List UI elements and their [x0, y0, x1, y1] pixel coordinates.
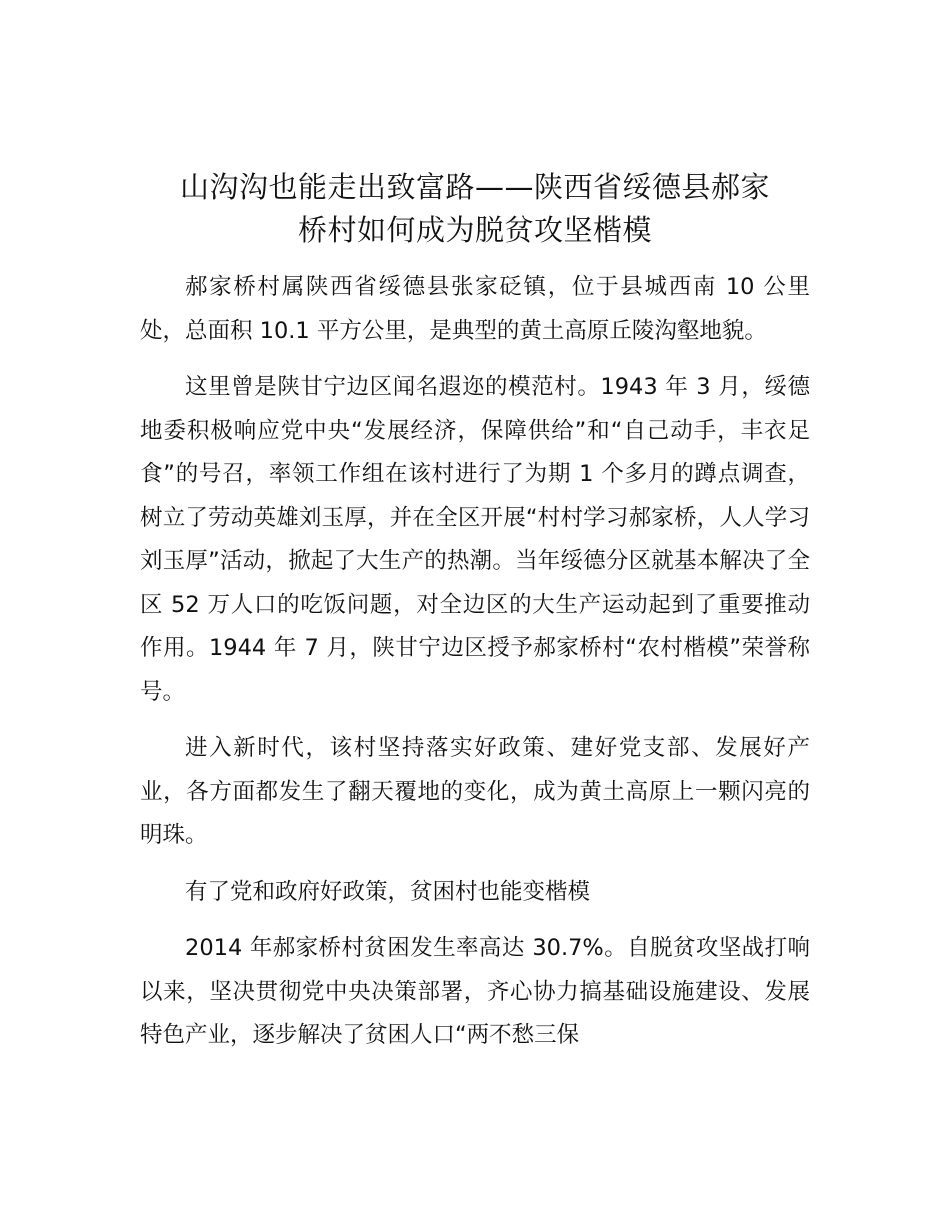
title-line-2: 桥村如何成为脱贫攻坚楷模	[297, 213, 652, 247]
document-body	[140, 266, 810, 1071]
title-line-1: 山沟沟也能走出致富路——陕西省绥德县郝家	[179, 170, 770, 204]
section-heading-policy: 有了党和政府好政策，贫困村也能变楷模	[185, 878, 591, 905]
paragraph-poverty-rate: 2014 年郝家桥村贫困发生率高达 30.7%。自脱贫攻坚战打响以来，坚决贯彻党中央决策部署，齐心协力搞基础设施建设、发展特色产业，逐步解决了贫困人口“两不愁三保	[140, 935, 810, 1048]
paragraph-location: 郝家桥村属陕西省绥德县张家砭镇，位于县城西南 10 公里处，总面积 10.1 平方公里，是典型的黄土高原丘陵沟壑地貌。	[140, 274, 810, 344]
paragraph-history: 这里曾是陕甘宁边区闻名遐迩的模范村。1943 年 3 月，绥德地委积极响应党中央“发展经济，保障供给”和“自己动手，丰衣足食”的号召，率领工作组在该村进行了为期 1 个多月的蹲点调查，树立了劳动英雄刘玉厚，并在全区开展“村村学习郝家桥，人人学习刘玉厚”活动，掀起了大生产的热潮。当年绥德分区就基本解决了全区 52 万人口的吃饭问题，对全边区的大生产运动起到了重要推动作用。1944 年 7 月，陕甘宁边区授予郝家桥村“农村楷模”荣誉称号。	[140, 374, 810, 705]
paragraph-new-era: 进入新时代，该村坚持落实好政策、建好党支部、发展好产业，各方面都发生了翻天覆地的变化，成为黄土高原上一颗闪亮的明珠。	[140, 735, 810, 848]
document-title	[140, 166, 810, 252]
